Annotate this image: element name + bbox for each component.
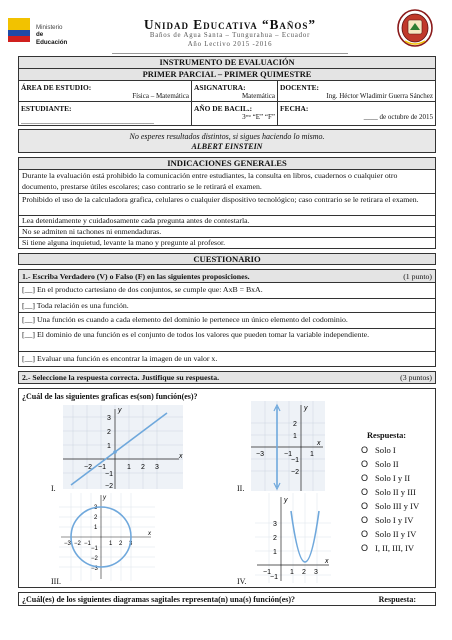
radio-marker-icon[interactable]: O: [361, 529, 369, 539]
tick-label: 3: [155, 464, 159, 471]
question-2-prompt: ¿Cuál de las siguientes graficas es(son) función(es)?: [22, 392, 198, 401]
tick-label: 2: [107, 429, 111, 436]
tick-label: 3: [129, 541, 133, 547]
tick-label: 1: [290, 569, 294, 576]
subject-value: Matemática: [241, 92, 275, 100]
tick-label: 1: [109, 541, 113, 547]
tick-label: −2: [74, 541, 81, 547]
y-axis-label: y: [304, 405, 308, 412]
radio-marker-icon[interactable]: O: [361, 445, 369, 455]
exam-subtitle: PRIMER PARCIAL – PRIMER QUIMESTRE: [19, 69, 435, 81]
tick-label: 1: [293, 433, 297, 440]
school-location: Baños de Agua Santa – Tungurahua – Ecuador: [149, 32, 311, 39]
tick-label: 1: [107, 443, 111, 450]
question-1-header: [19, 270, 435, 283]
radio-marker-icon[interactable]: O: [361, 515, 369, 525]
answer-option[interactable]: [361, 513, 419, 527]
answer-option[interactable]: [361, 527, 419, 541]
tick-label: −3: [64, 541, 71, 547]
question-2-body: [18, 388, 436, 588]
student-label: ESTUDIANTE:: [21, 104, 72, 113]
answer-option-label: Solo III y IV: [375, 501, 420, 511]
answer-label: Respuesta:: [367, 431, 407, 440]
tick-label: 2: [141, 464, 145, 471]
answer-option-label: Solo II y III: [375, 487, 416, 497]
date-field[interactable]: ____ de octubre de 2015: [363, 113, 433, 121]
instruction-item: Lea detenidamente y cuidadosamente cada pregunta antes de contestarla.: [19, 216, 435, 227]
y-axis-label: y: [103, 495, 106, 501]
tick-label: −2: [291, 469, 299, 476]
exam-title: INSTRUMENTO DE EVALUACIÓN: [19, 57, 435, 69]
question-1: [18, 269, 436, 367]
tf-statement[interactable]: [__] Toda relación es una función.: [19, 299, 435, 313]
answer-option[interactable]: [361, 541, 419, 555]
graph-1: [63, 405, 183, 489]
question-3-header: [18, 592, 436, 606]
tick-label: 2: [119, 541, 123, 547]
tick-label: 2: [273, 535, 277, 542]
year-label: AÑO DE BACIL.:: [194, 104, 253, 113]
question-3-answer-label: Respuesta:: [378, 594, 416, 604]
tick-label: 1: [94, 525, 98, 531]
tick-label: −2: [91, 556, 98, 562]
question-1-points: (1 punto): [403, 271, 432, 281]
year-value: 3ᵉʳᵒ “E” “F”: [242, 113, 275, 121]
tick-label: 1: [310, 451, 314, 458]
exam-row-area: [19, 81, 435, 102]
instruction-item: Durante la evaluación está prohibido la comunicación entre estudiantes, la consulta en libros, cuadernos o cualquier otro documento, prestarse útiles escolares; caso contrario se le retirará el examen.: [19, 170, 435, 194]
tick-label: 2: [302, 569, 306, 576]
graph-2-label: II.: [237, 484, 245, 493]
date-cell: [278, 102, 435, 126]
tick-label: −3: [91, 566, 98, 572]
exam-row-student: [19, 102, 435, 126]
answer-option-label: Solo I: [375, 445, 396, 455]
tick-label: −1: [84, 541, 91, 547]
tf-statement[interactable]: [__] Una función es cuando a cada elemento del dominio le pertenece un único elemento del codominio.: [19, 313, 435, 329]
answer-option-label: Solo II y IV: [375, 529, 417, 539]
tick-label: 3: [107, 415, 111, 422]
area-label: ÁREA DE ESTUDIO:: [21, 83, 92, 92]
date-label: FECHA:: [280, 104, 309, 113]
instruction-item: Prohibido el uso de la calculadora grafica, celulares o cualquier dispositivo tecnológico; caso contrario se le retirara el examen.: [19, 194, 435, 216]
radio-marker-icon[interactable]: O: [361, 473, 369, 483]
teacher-value: Ing. Héctor Wladimir Guerra Sánchez: [326, 92, 433, 100]
graph-1-label: I.: [51, 484, 56, 493]
tf-statement[interactable]: [__] En el producto cartesiano de dos conjuntos, se cumple que: AxB = BxA.: [19, 283, 435, 299]
tick-label: 3: [94, 505, 98, 511]
quote-author: ALBERT EINSTEIN: [191, 142, 263, 151]
tick-label: 3: [273, 521, 277, 528]
tick-label: −1: [98, 464, 106, 471]
student-field[interactable]: ______________________________________: [21, 117, 154, 125]
instruction-item: Si tiene alguna inquietud, levante la mano y pregunte al profesor.: [22, 238, 226, 247]
graph-4-label: IV.: [237, 577, 247, 586]
answer-option[interactable]: [361, 471, 419, 485]
ministry-name: [36, 24, 76, 46]
answer-option-label: Solo I y II: [375, 473, 411, 483]
tf-statement[interactable]: [__] El dominio de una función es el conjunto de todos los valores que pueden tomar la variable independiente.: [19, 329, 435, 352]
student-cell: [19, 102, 192, 126]
instructions-title: INDICACIONES GENERALES: [19, 158, 435, 170]
ministry-line1: Ministerio: [36, 24, 63, 31]
area-cell: [19, 81, 192, 101]
instruction-item: No se admiten ni tachones ni enmendaduras.: [19, 227, 435, 238]
ecuador-flag-icon: [8, 18, 30, 42]
question-2-title: 2.- Seleccione la respuesta correcta. Justifique su respuesta.: [22, 373, 220, 382]
tick-label: −1: [105, 471, 113, 478]
radio-marker-icon[interactable]: O: [361, 543, 369, 553]
x-axis-label: x: [179, 453, 183, 460]
header-divider: [112, 53, 348, 54]
answer-option-label: Solo II: [375, 459, 399, 469]
tick-label: −1: [291, 457, 299, 464]
school-name: Unidad Educativa “Baños”: [143, 17, 317, 32]
quote-text: No esperes resultados distintos, si sigues haciendo lo mismo.: [129, 132, 325, 141]
subject-label: ASIGNATURA:: [194, 83, 246, 92]
year-cell: [192, 102, 278, 126]
answer-option-label: Solo I y IV: [375, 515, 414, 525]
question-2-header: [18, 371, 436, 384]
x-axis-label: x: [148, 531, 151, 537]
school-year: Año Lectivo 2015 -2016: [187, 41, 273, 48]
ministry-logo: [6, 16, 76, 50]
graph-2: [251, 401, 325, 491]
area-value: Física – Matemática: [132, 92, 189, 100]
instructions-box: [18, 157, 436, 249]
x-axis-label: x: [317, 440, 321, 447]
question-2-points: (3 puntos): [400, 373, 432, 382]
radio-marker-icon[interactable]: O: [361, 501, 369, 511]
answer-option-label: I, II, III, IV: [375, 543, 415, 553]
ministry-line2: de Educación: [36, 31, 68, 46]
tick-label: −1: [91, 546, 98, 552]
exam-info-table: [18, 56, 436, 126]
teacher-label: DOCENTE:: [280, 83, 320, 92]
subject-cell: [192, 81, 278, 101]
tick-label: 2: [94, 515, 98, 521]
y-axis-label: y: [284, 497, 288, 504]
graph-3: [59, 493, 155, 581]
school-crest-icon: [396, 8, 434, 48]
tick-label: −2: [84, 464, 92, 471]
tick-label: −1: [263, 569, 271, 576]
answer-option[interactable]: [361, 443, 419, 457]
teacher-cell: [278, 81, 435, 101]
radio-marker-icon[interactable]: O: [361, 487, 369, 497]
graph-4: [255, 493, 331, 583]
quote-box: [18, 129, 436, 153]
answer-option[interactable]: [361, 457, 419, 471]
question-3-prompt: ¿Cuál(es) de los siguientes diagramas sagitales representa(n) una(s) función(es)?: [22, 594, 296, 604]
question-1-title: 1.- Escriba Verdadero (V) o Falso (F) en las siguientes proposiciones.: [22, 271, 250, 281]
answer-option[interactable]: [361, 485, 419, 499]
tf-statement[interactable]: [__] Evaluar una función es encontrar la imagen de un valor x.: [22, 354, 218, 363]
graph-3-label: III.: [51, 577, 61, 586]
tick-label: −1: [270, 574, 278, 581]
x-axis-label: x: [325, 558, 329, 565]
y-axis-label: y: [118, 407, 122, 414]
tick-label: −1: [284, 451, 292, 458]
answer-options: [361, 443, 419, 555]
tick-label: 1: [127, 464, 131, 471]
tick-label: 1: [273, 549, 277, 556]
graph-1-point: [113, 450, 117, 454]
questionnaire-title: CUESTIONARIO: [18, 253, 436, 265]
tick-label: 2: [293, 421, 297, 428]
answer-option[interactable]: [361, 499, 419, 513]
tick-label: 3: [314, 569, 318, 576]
radio-marker-icon[interactable]: O: [361, 459, 369, 469]
tick-label: −2: [105, 483, 113, 489]
tick-label: −3: [256, 451, 264, 458]
